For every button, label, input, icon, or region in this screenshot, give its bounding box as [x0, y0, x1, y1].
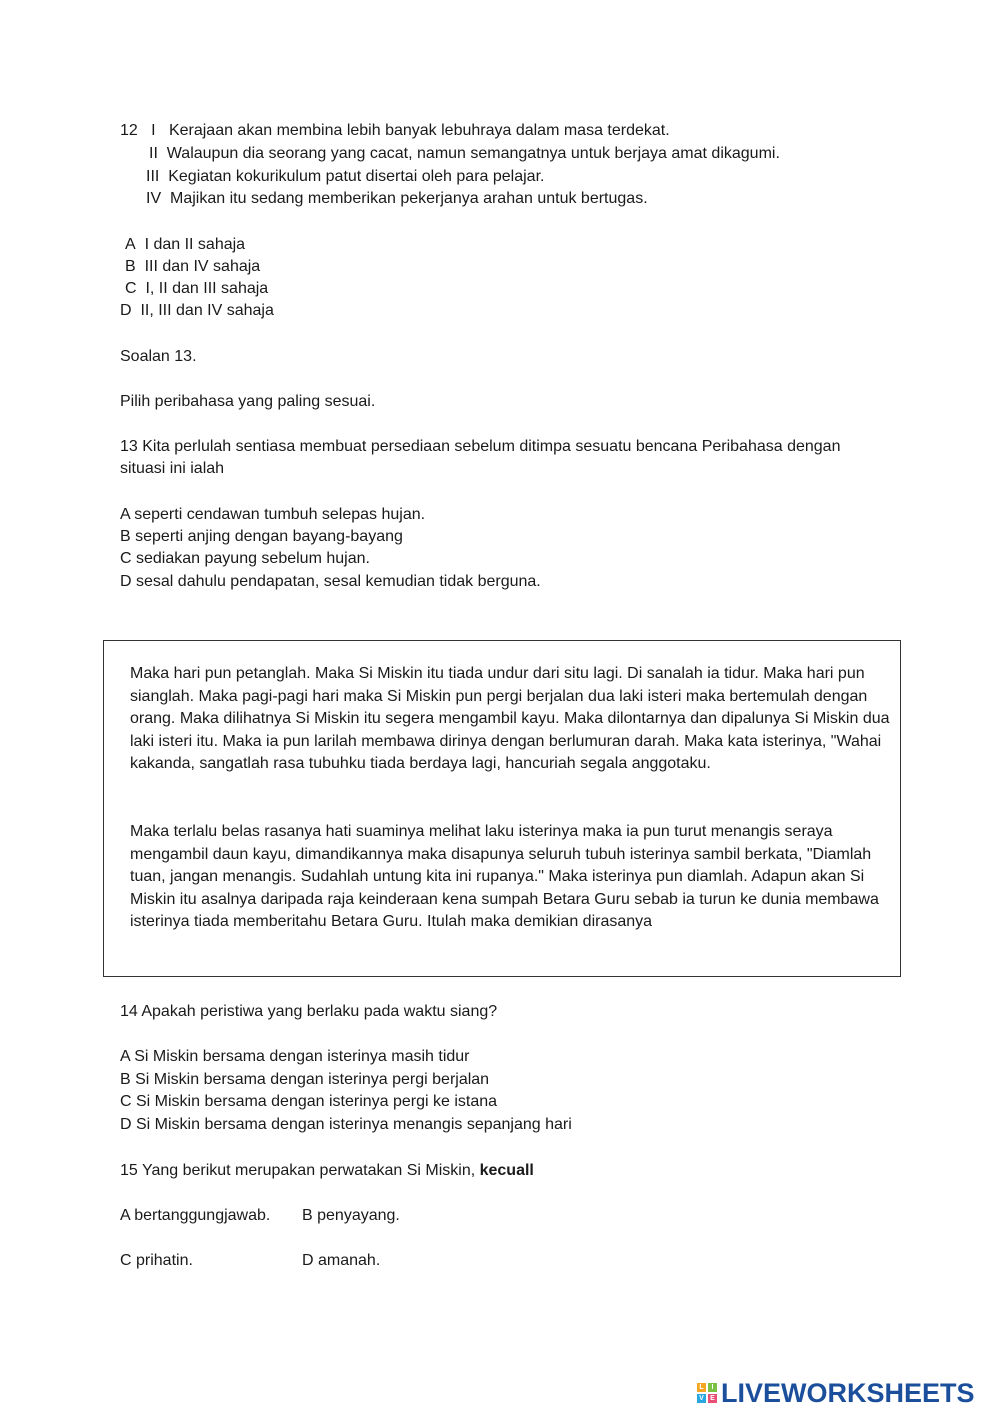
logo-tiles-icon [697, 1383, 717, 1403]
q12-roman-3: III [146, 168, 160, 185]
q12-option-c[interactable] [125, 278, 268, 300]
q15-option-b[interactable]: B penyayang. [302, 1207, 400, 1224]
q15-option-c[interactable]: C prihatin. [120, 1252, 193, 1269]
q12-option-c-letter: C [125, 280, 137, 297]
q12-roman-1: I [151, 122, 156, 139]
logo-tile-4: E [708, 1394, 717, 1403]
q15-question-text: 15 Yang berikut merupakan perwatakan Si Miskin, [120, 1162, 480, 1179]
q14-question: 14 Apakah peristiwa yang berlaku pada waktu siang? [120, 1003, 498, 1020]
q12-option-a-letter: A [125, 236, 136, 253]
q13-question-line-1: 13 Kita perlulah sentiasa membuat persediaan sebelum ditimpa sesuatu bencana Peribahasa dengan [120, 438, 841, 455]
q12-roman-2: II [149, 145, 158, 162]
q14-option-d[interactable]: D Si Miskin bersama dengan isterinya menangis sepanjang hari [120, 1116, 572, 1133]
q12-number: 12 [120, 122, 138, 139]
q12-option-b[interactable] [125, 256, 260, 278]
q15-option-a[interactable]: A bertanggungjawab. [120, 1207, 271, 1224]
logo-text: LIVEWORKSHEETS [721, 1377, 975, 1408]
q13-option-c[interactable]: C sediakan payung sebelum hujan. [120, 550, 370, 567]
q12-text-1: Kerajaan akan membina lebih banyak lebuhraya dalam masa terdekat. [168, 122, 670, 139]
logo-tile-3: V [697, 1394, 706, 1403]
passage-box [103, 640, 901, 977]
q13-question-line-2: situasi ini ialah [120, 460, 225, 477]
logo-tile-2: I [708, 1383, 717, 1392]
q12-statement-2 [149, 143, 780, 165]
q12-roman-4: IV [146, 190, 162, 207]
q12-text-4: Majikan itu sedang memberikan pekerjanya arahan untuk bertugas. [170, 190, 648, 207]
liveworksheets-logo [697, 1378, 975, 1408]
q12-option-c-text: I, II dan III sahaja [145, 280, 269, 297]
q15-question [120, 1160, 534, 1182]
q13-option-d[interactable]: D sesal dahulu pendapatan, sesal kemudian tidak berguna. [120, 573, 541, 590]
q12-statement-4 [146, 188, 648, 210]
q13-instruction: Pilih peribahasa yang paling sesuai. [120, 393, 376, 410]
passage-paragraph-1: Maka hari pun petanglah. Maka Si Miskin itu tiada undur dari situ lagi. Di sanalah ia tidur. Maka hari pun sianglah. Maka pagi-pagi hari maka Si Miskin pun pergi berjalan dua laki isteri maka bertemulah dengan orang. Maka dilihatnya Si Miskin itu segera mengambil kayu. Maka dilontarnya dan dipalunya Si Miskin dua laki isteri itu. Maka ia pun larilah membawa dirinya dengan berlumuran darah. Maka kata isterinya, "Wahai kakanda, sangatlah rasa tubuhku tiada berdaya lagi, hancuriah segala anggotaku. [130, 665, 890, 773]
q15-option-d[interactable]: D amanah. [302, 1252, 381, 1269]
q13-heading: Soalan 13. [120, 348, 197, 365]
q12-option-d-text: II, III dan IV sahaja [140, 302, 274, 319]
q12-statement-1 [120, 120, 670, 142]
q13-option-b[interactable]: B seperti anjing dengan bayang-bayang [120, 528, 403, 545]
q14-option-a[interactable]: A Si Miskin bersama dengan isterinya masih tidur [120, 1048, 470, 1065]
q15-emphasis: kecuall [479, 1162, 534, 1179]
q12-option-a-text: I dan II sahaja [144, 236, 246, 253]
logo-tile-1: L [697, 1383, 706, 1392]
q12-option-d-letter: D [120, 302, 132, 319]
q12-text-3: Kegiatan kokurikulum patut disertai oleh para pelajar. [168, 168, 545, 185]
q14-option-c[interactable]: C Si Miskin bersama dengan isterinya pergi ke istana [120, 1093, 498, 1110]
q12-option-a[interactable] [125, 234, 245, 256]
q12-option-d[interactable] [120, 300, 274, 322]
q12-option-b-text: III dan IV sahaja [144, 258, 261, 275]
q14-option-b[interactable]: B Si Miskin bersama dengan isterinya pergi berjalan [120, 1071, 490, 1088]
q13-option-a[interactable]: A seperti cendawan tumbuh selepas hujan. [120, 506, 426, 523]
q12-statement-3 [146, 166, 544, 188]
q12-option-b-letter: B [125, 258, 136, 275]
q12-text-2: Walaupun dia seorang yang cacat, namun semangatnya untuk berjaya amat dikagumi. [166, 145, 780, 162]
passage-paragraph-2: Maka terlalu belas rasanya hati suaminya melihat laku isterinya maka ia pun turut menangis seraya mengambil daun kayu, dimandikannya maka disapunya seluruh tubuh isterinya sambil berkata, "Diamlah tuan, jangan menangis. Sudahlah untung kita ini rupanya." Maka isterinya pun diamlah. Adapun akan Si Miskin itu asalnya daripada raja keinderaan kena sumpah Betara Guru sebab ia turun ke dunia membawa isterinya tiada memberitahu Betara Guru. Itulah maka demikian dirasanya [130, 823, 879, 931]
